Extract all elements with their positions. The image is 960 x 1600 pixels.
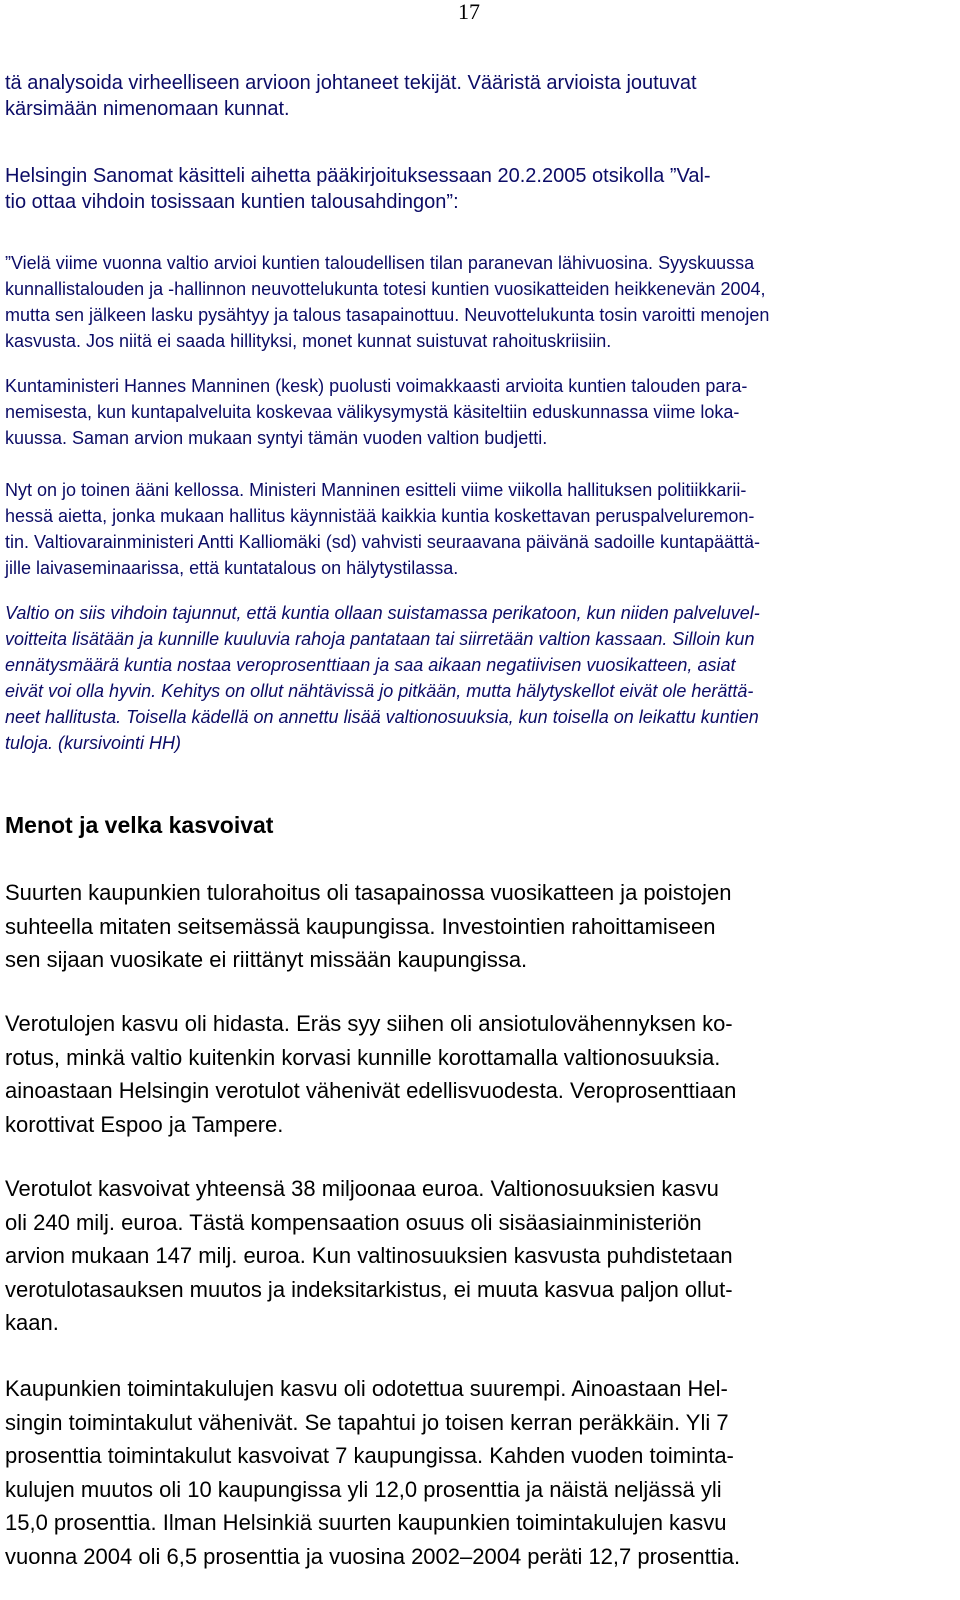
intro-paragraph-2	[5, 163, 955, 215]
body-paragraph-4	[5, 1372, 955, 1573]
text-line: kaan.	[5, 1310, 59, 1335]
text-line: neet hallitusta. Toisella kädellä on annettu lisää valtionosuuksia, kun toisella on leikattu kuntien	[5, 707, 759, 727]
text-line: Kaupunkien toimintakulujen kasvu oli odotettua suurempi. Ainoastaan Hel-	[5, 1376, 728, 1401]
text-line: arvion mukaan 147 milj. euroa. Kun valtinosuuksien kasvusta puhdistetaan	[5, 1243, 733, 1268]
text-line: verotulotasauksen muutos ja indeksitarkistus, ei muuta kasvua paljon ollut-	[5, 1276, 733, 1302]
text-line: Verotulojen kasvu oli hidasta. Eräs syy siihen oli ansiotulovähennyksen ko-	[5, 1011, 733, 1036]
quote-paragraph-1	[5, 250, 955, 354]
text-line: tin. Valtiovarainministeri Antti Kalliomäki (sd) vahvisti seuraavana päivänä sadoille kuntapäättä-	[5, 532, 761, 552]
text-line: ainoastaan Helsingin verotulot vähenivät edellisvuodesta. Veroprosenttiaan	[5, 1078, 737, 1103]
text-line: Verotulot kasvoivat yhteensä 38 miljoonaa euroa. Valtionosuuksien kasvu	[5, 1176, 719, 1201]
text-line: kasvusta. Jos niitä ei saada hillityksi, monet kunnat suistuvat rahoituskriisiin.	[5, 331, 612, 351]
text-line: tuloja. (kursivointi HH)	[5, 733, 182, 753]
text-line: jille laivaseminaarissa, että kuntatalous on hälytystilassa.	[5, 558, 459, 578]
text-line: kärsimään nimenomaan kunnat.	[5, 98, 290, 120]
italic-quote-paragraph	[5, 600, 955, 756]
text-line: vuonna 2004 oli 6,5 prosenttia ja vuosina 2002–2004 peräti 12,7 prosenttia.	[5, 1543, 741, 1569]
page-number: 17	[458, 0, 480, 24]
text-line: prosenttia toimintakulut kasvoivat 7 kaupungissa. Kahden vuoden toiminta-	[5, 1443, 734, 1468]
body-paragraph-1	[5, 876, 955, 977]
body-paragraph-2	[5, 1007, 955, 1141]
quote-paragraph-2	[5, 373, 955, 451]
text-line: 15,0 prosenttia. Ilman Helsinkiä suurten kaupunkien toimintakulujen kasvu	[5, 1510, 727, 1535]
text-line: oli 240 milj. euroa. Tästä kompensaation osuus oli sisäasiainministeriön	[5, 1209, 702, 1235]
text-line: Valtio on siis vihdoin tajunnut, että kuntia ollaan suistamassa perikatoon, kun niiden palveluvel-	[5, 603, 760, 623]
text-line: ennätysmäärä kuntia nostaa veroprosenttiaan ja saa aikaan negatiivisen vuosikatteen, asiat	[5, 655, 736, 675]
text-line: sen sijaan vuosikate ei riittänyt missään kaupungissa.	[5, 947, 528, 972]
section-heading: Menot ja velka kasvoivat	[5, 812, 274, 838]
text-line: tä analysoida virheelliseen arvioon johtaneet tekijät. Vääristä arvioista joutuvat	[5, 72, 697, 94]
text-line: Kuntaministeri Hannes Manninen (kesk) puolusti voimakkaasti arvioita kuntien talouden para-	[5, 376, 748, 396]
text-line: ”Vielä viime vuonna valtio arvioi kuntien taloudellisen tilan paranevan lähivuosina. Syyskuussa	[5, 253, 755, 273]
intro-paragraph-1	[5, 70, 955, 122]
text-line: Suurten kaupunkien tulorahoitus oli tasapainossa vuosikatteen ja poistojen	[5, 880, 732, 905]
text-line: korottivat Espoo ja Tampere.	[5, 1111, 284, 1137]
text-line: tio ottaa vihdoin tosissaan kuntien talousahdingon”:	[5, 191, 459, 213]
text-line: hessä aietta, jonka mukaan hallitus käynnistää kaikkia kuntia koskettavan peruspalveluremon-	[5, 506, 755, 526]
text-line: voitteita lisätään ja kunnille kuuluvia rahoja pantataan tai siirretään valtion kassaan. Silloin kun	[5, 629, 755, 649]
body-paragraph-3	[5, 1172, 955, 1340]
text-line: singin toimintakulut vähenivät. Se tapahtui jo toisen kerran peräkkäin. Yli 7	[5, 1409, 729, 1435]
text-line: suhteella mitaten seitsemässä kaupungissa. Investointien rahoittamiseen	[5, 913, 716, 939]
text-line: nemisesta, kun kuntapalveluita koskevaa välikysymystä käsiteltiin eduskunnassa viime loka-	[5, 402, 740, 422]
quote-paragraph-3	[5, 477, 955, 581]
text-line: kulujen muutos oli 10 kaupungissa yli 12,0 prosenttia ja näistä neljässä yli	[5, 1476, 722, 1502]
text-line: mutta sen jälkeen lasku pysähtyy ja talous tasapainottuu. Neuvottelukunta tosin varoitti menojen	[5, 305, 770, 325]
text-line: eivät voi olla hyvin. Kehitys on ollut nähtävissä jo pitkään, mutta hälytyskellot eivät ole herättä-	[5, 681, 754, 701]
text-line: rotus, minkä valtio kuitenkin korvasi kunnille korottamalla valtionosuuksia.	[5, 1044, 721, 1070]
text-line: Nyt on jo toinen ääni kellossa. Ministeri Manninen esitteli viime viikolla hallituksen politiikkarii-	[5, 480, 747, 500]
text-line: kuussa. Saman arvion mukaan syntyi tämän vuoden valtion budjetti.	[5, 428, 548, 448]
text-line: Helsingin Sanomat käsitteli aihetta pääkirjoituksessaan 20.2.2005 otsikolla ”Val-	[5, 165, 711, 187]
text-line: kunnallistalouden ja -hallinnon neuvottelukunta totesi kuntien vuosikatteiden heikkenevän 2004,	[5, 279, 766, 299]
